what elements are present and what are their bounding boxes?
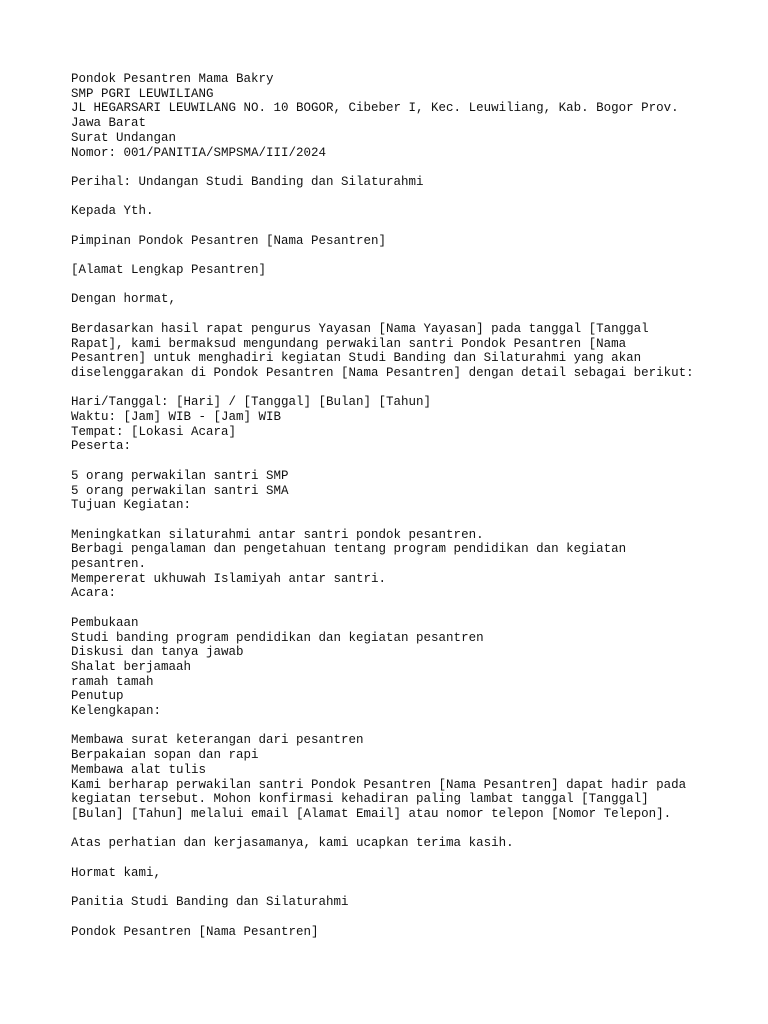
list-item: 5 orang perwakilan santri SMP bbox=[71, 468, 289, 483]
participants-list bbox=[71, 469, 731, 513]
spacer bbox=[71, 190, 731, 205]
list-item: 5 orang perwakilan santri SMA bbox=[71, 483, 289, 498]
equipment-label: Kelengkapan: bbox=[71, 704, 162, 719]
goals-list bbox=[71, 528, 731, 602]
list-item: Membawa alat tulis bbox=[71, 762, 207, 777]
spacer bbox=[71, 307, 731, 322]
spacer bbox=[71, 248, 731, 263]
thanks-line: Atas perhatian dan kerjasamanya, kami ucapkan terima kasih. bbox=[71, 836, 514, 851]
closing-paragraph bbox=[71, 778, 731, 822]
recipient-salutation: Kepada Yth. bbox=[71, 204, 154, 219]
recipient-address: [Alamat Lengkap Pesantren] bbox=[71, 263, 267, 278]
spacer bbox=[71, 601, 731, 616]
address-line-2: Jawa Barat bbox=[71, 116, 147, 131]
event-place: Tempat: [Lokasi Acara] bbox=[71, 424, 237, 439]
list-item: Pembukaan bbox=[71, 615, 139, 630]
signature-institution: Pondok Pesantren [Nama Pesantren] bbox=[71, 924, 319, 939]
signature-committee: Panitia Studi Banding dan Silaturahmi bbox=[71, 895, 349, 910]
list-item: Mempererat ukhuwah Islamiyah antar santri. bbox=[71, 571, 387, 586]
list-item: Penutup bbox=[71, 689, 124, 704]
list-item: Shalat berjamaah bbox=[71, 659, 192, 674]
paragraph-line: diselenggarakan di Pondok Pesantren [Nama Pesantren] dengan detail sebagai berikut: bbox=[71, 365, 694, 380]
school-name: SMP PGRI LEUWILIANG bbox=[71, 86, 214, 101]
list-item: ramah tamah bbox=[71, 674, 154, 689]
spacer bbox=[71, 822, 731, 837]
list-item: Diskusi dan tanya jawab bbox=[71, 645, 244, 660]
list-item: pesantren. bbox=[71, 557, 147, 572]
spacer bbox=[71, 851, 731, 866]
letter-document bbox=[71, 72, 731, 939]
paragraph-line: Berdasarkan hasil rapat pengurus Yayasan [Nama Yayasan] pada tanggal [Tanggal bbox=[71, 321, 649, 336]
event-details bbox=[71, 395, 731, 454]
spacer bbox=[71, 910, 731, 925]
paragraph-line: [Bulan] [Tahun] melalui email [Alamat Email] atau nomor telepon [Nomor Telepon]. bbox=[71, 806, 672, 821]
letter-subject: Perihal: Undangan Studi Banding dan Silaturahmi bbox=[71, 174, 424, 189]
event-time: Waktu: [Jam] WIB - [Jam] WIB bbox=[71, 410, 282, 425]
goals-label: Tujuan Kegiatan: bbox=[71, 498, 192, 513]
intro-paragraph bbox=[71, 322, 731, 381]
list-item: Berpakaian sopan dan rapi bbox=[71, 748, 259, 763]
spacer bbox=[71, 160, 731, 175]
list-item: Studi banding program pendidikan dan kegiatan pesantren bbox=[71, 630, 484, 645]
paragraph-line: Kami berharap perwakilan santri Pondok Pesantren [Nama Pesantren] dapat hadir pada bbox=[71, 777, 687, 792]
agenda-list bbox=[71, 616, 731, 719]
address-line-1: JL HEGARSARI LEUWILANG NO. 10 BOGOR, Cibeber I, Kec. Leuwiliang, Kab. Bogor Prov. bbox=[71, 101, 679, 116]
paragraph-line: kegiatan tersebut. Mohon konfirmasi kehadiran paling lambat tanggal [Tanggal] bbox=[71, 792, 649, 807]
regards-line: Hormat kami, bbox=[71, 865, 162, 880]
document-type: Surat Undangan bbox=[71, 130, 177, 145]
agenda-label: Acara: bbox=[71, 586, 117, 601]
institution-name: Pondok Pesantren Mama Bakry bbox=[71, 72, 274, 86]
list-item: Meningkatkan silaturahmi antar santri pondok pesantren. bbox=[71, 527, 484, 542]
recipient-name: Pimpinan Pondok Pesantren [Nama Pesantren] bbox=[71, 233, 387, 248]
event-date: Hari/Tanggal: [Hari] / [Tanggal] [Bulan] [Tahun] bbox=[71, 395, 432, 410]
participants-label: Peserta: bbox=[71, 439, 132, 454]
spacer bbox=[71, 454, 731, 469]
spacer bbox=[71, 278, 731, 293]
paragraph-line: Pesantren] untuk menghadiri kegiatan Studi Banding dan Silaturahmi yang akan bbox=[71, 351, 642, 366]
document-number: Nomor: 001/PANITIA/SMPSMA/III/2024 bbox=[71, 145, 327, 160]
spacer bbox=[71, 219, 731, 234]
letter-header bbox=[71, 72, 731, 160]
spacer bbox=[71, 513, 731, 528]
spacer bbox=[71, 880, 731, 895]
greeting: Dengan hormat, bbox=[71, 292, 177, 307]
equipment-list bbox=[71, 733, 731, 777]
spacer bbox=[71, 381, 731, 396]
spacer bbox=[71, 719, 731, 734]
paragraph-line: Rapat], kami bermaksud mengundang perwakilan santri Pondok Pesantren [Nama bbox=[71, 336, 627, 351]
list-item: Berbagi pengalaman dan pengetahuan tentang program pendidikan dan kegiatan bbox=[71, 542, 627, 557]
list-item: Membawa surat keterangan dari pesantren bbox=[71, 733, 364, 748]
